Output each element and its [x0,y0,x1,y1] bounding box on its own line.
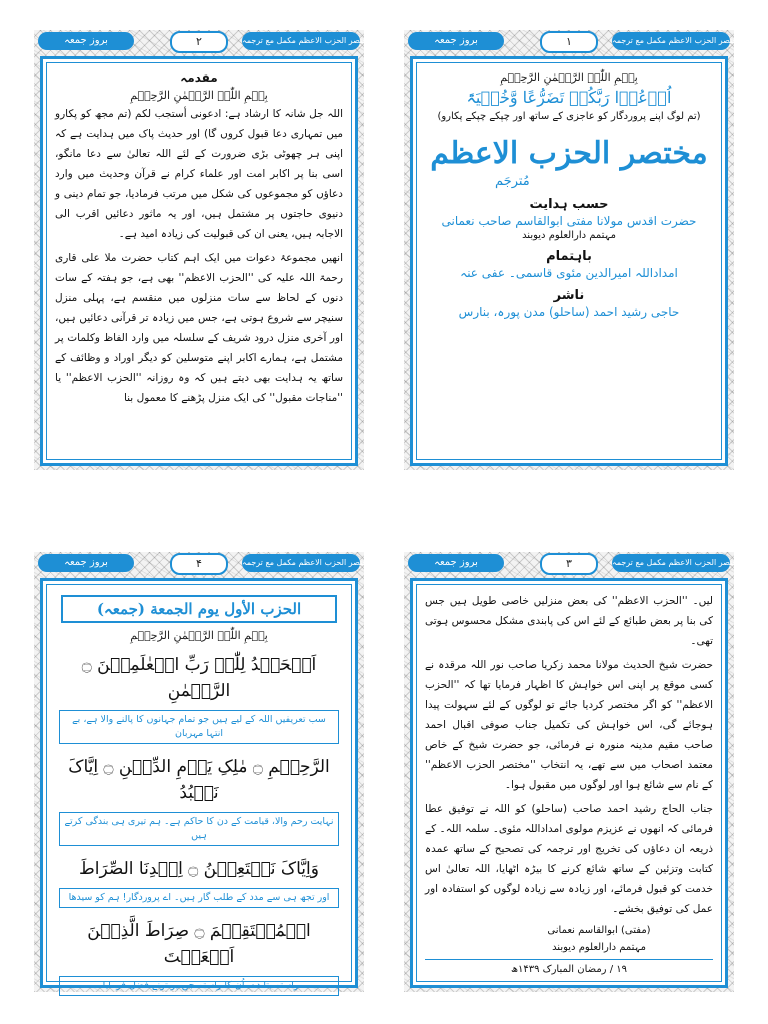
paragraph: لیں۔ ''الحزب الاعظم'' کی بعض منزلیں خاصی طویل ہیں جس کی بنا پر بعض طبائع کے لئے اس کی پابندی مشکل محسوس ہوتی تھی۔ [425,595,713,647]
ayah-line: اَلۡحَمۡدُ لِلّٰہِ رَبِّ الۡعٰلَمِیۡنَ ۝ الرَّحۡمٰنِ [81,655,317,701]
page-header [404,552,742,574]
book-tab: مختصر الحزب الاعظم مکمل مع ترجمہ [612,554,730,572]
page-number: ۱ [540,31,598,53]
book-tab: مختصر الحزب الاعظم مکمل مع ترجمہ [242,554,360,572]
ayah-translation: سب تعریفیں اللہ کے لیے ہیں جو تمام جہانوں کا پالنے والا ہے، بے انتہا مہربان [59,710,339,744]
ayah-line: وَاِیَّاکَ نَسۡتَعِیۡنُ ۝ اِہۡدِنَا الصِّرَاطَ [79,859,319,879]
basmala: بِسۡمِ اللّٰہِ الرَّحۡمٰنِ الرَّحِیۡمِ [130,89,268,102]
ayah-line: الرَّحِیۡمِ ۝ مٰلِکِ یَوۡمِ الدِّیۡنِ ۝ اِیَّاکَ نَعۡبُدُ [68,757,330,803]
page-header [404,30,742,52]
basmala: بِسۡمِ اللّٰہِ الرَّحۡمٰنِ الرَّحِیۡمِ [500,71,638,84]
book-tab: مختصر الحزب الاعظم مکمل مع ترجمہ [242,32,360,50]
page-number: ۳ [540,553,598,575]
page-content [416,584,722,982]
page-panel-2 [34,30,372,470]
management-name: امداداللہ امیرالدین مئوی قاسمی۔ عفی عنہ [460,266,678,280]
paragraph: اللہ جل شانہ کا ارشاد ہے: ادعونی أستجب لکم (تم مجھ کو پکارو میں تمہاری دعا قبول کروں گا) اور حدیث پاک میں ہدایت ہے کہ اپنی ہر چھوٹی بڑی ضرورت کے لئے اللہ تعالیٰ سے دعا مانگو، اسی بنا پر اکابر امت اور علماء کرام نے قرآن وحدیث میں وارد دعاؤں کو مجموعوں کی شکل میں مرتب فرمادیا، جو تمام دینی و دنیوی حاجتوں پر مشتمل ہیں، اور یہ ماثور دعائیں اقرب الی الاجابہ ہیں، یعنی ان کی قبولیت کی زیادہ امید ہے۔ [55,108,343,240]
guidance-role: مہتمم دارالعلوم دیوبند [522,230,616,241]
chapter-title: الحزب الأول يوم الجمعة (جمعہ) [61,595,337,623]
paragraph: انھیں مجموعۂ دعوات میں ایک اہم کتاب حضرت ملا علی قاری رحمۃ اللہ علیہ کی ''الحزب الاعظم'' بھی ہے، جو ہفتہ کے سات دنوں کے لحاظ سے سات منزلوں میں منقسم ہے، پہلی منزل سنیچر سے شروع ہوتی ہے، جس میں زیادہ تر قرآنی دعائیں ہیں، اور آخری منزل درود شریف کے سلسلہ میں وارد الفاظ وکلمات پر مشتمل ہے، ہمارے اکابر اپنے متوسلین کو دیگر اوراد و وظائف کے ساتھ یہ ہدایت بھی دیتے ہیں کہ وہ روزانہ ''الحزب الاعظم'' یا ''مناجات مقبول'' کی ایک منزل پڑھنے کا معمول بنا [55,252,343,404]
date-line: ۱۹ / رمضان المبارک ۱۴۳۹ھ [425,959,713,975]
page-frame [40,578,358,991]
page-panel-1 [404,30,742,470]
page-header [34,552,372,574]
page-frame [40,56,358,466]
page-panel-3 [404,552,742,992]
paragraph: حضرت شیخ الحدیث مولانا محمد زکریا صاحب نور اللہ مرقدہ نے کسی موقع پر اپنی اس خواہش کا اظہار فرمایا تھا کہ ''الحزب الاعظم'' کو اگر مختصر کردیا جائے تو لوگوں کے لئے سہولت پیدا ہوجائے گی، اس خواہش کی تکمیل جناب صوفی اقبال احمد صاحب مقیم مدینہ منورہ نے فرمائی، جو حضرت شیخ کے خاص معتمد اصحاب میں سے تھے، یہ انتخاب ''مختصر الحزب الاعظم'' کے نام سے شائع ہوا اور لوگوں میں مقبول ہوا۔ [425,659,713,791]
day-tab: بروز جمعہ [38,32,134,50]
book-subtitle: مُترجَم [495,174,530,189]
guidance-name: حضرت اقدس مولانا مفتی ابوالقاسم صاحب نعمانی [441,214,697,228]
day-tab: بروز جمعہ [408,554,504,572]
page-content [416,62,722,460]
page-number: ۴ [170,553,228,575]
page-panel-4 [34,552,372,992]
page-frame [410,56,728,466]
page-frame [410,578,728,988]
ayah-translation: اور تجھ ہی سے مدد کے طلب گار ہیں۔ اے پروردگار! ہم کو سیدھا [59,888,339,908]
quran-verse: اُدۡعُوۡا رَبَّکُمۡ تَضَرُّعًا وَّخُفۡیَۃً [466,88,672,107]
management-label: باہتمام [546,249,592,264]
publisher-label: ناشر [553,288,585,303]
ayah-line: الۡمُسۡتَقِیۡمَ ۝ صِرَاطَ الَّذِیۡنَ اَنۡعَمۡتَ [87,921,311,967]
page-header [34,30,372,52]
basmala: بِسۡمِ اللّٰہِ الرَّحۡمٰنِ الرَّحِیۡمِ [130,629,268,642]
guidance-label: حسب ہدایت [529,197,609,212]
book-title: مختصر الحزب الاعظم [430,136,708,171]
page-content [46,584,352,991]
page-heading: مقدمہ [180,71,218,85]
day-tab: بروز جمعہ [408,32,504,50]
book-tab: مختصر الحزب الاعظم مکمل مع ترجمہ [612,32,730,50]
page-content [46,62,352,460]
page-number: ۲ [170,31,228,53]
paragraph: جناب الحاج رشید احمد صاحب (ساحلو) کو اللہ نے توفیق عطا فرمائی کہ انھوں نے عزیزم مولوی امداداللہ مئوی۔ سلمہ اللہ۔ کے ذریعہ ان دعاؤں کی تخریج اور ترجمہ کی تصحیح کے ساتھ عمدہ کتابت وتزئین کے ساتھ شائع کرنے کا بیڑہ اٹھایا، اللہ تعالیٰ اس خدمت کو قبول فرمائے، اور زیادہ سے زیادہ لوگوں کو استفادہ اور عمل کی توفیق بخشے۔ [425,803,713,915]
publisher-name: حاجی رشید احمد (ساحلو) مدن پورہ، بنارس [458,305,680,319]
day-tab: بروز جمعہ [38,554,134,572]
verse-translation: (تم لوگ اپنے پروردگار کو عاجزی کے ساتھ اور چپکے چپکے پکارو) [437,111,701,122]
ayah-translation: راستہ بتا دے، اُن کا راستہ جن پر تونے فضل فرمایا، [59,976,339,996]
signature-role: مہتمم دارالعلوم دیوبند [552,942,646,953]
signature-name: (مفتی) ابوالقاسم نعمانی [547,925,651,936]
ayah-translation: نہایت رحم والا، قیامت کے دن کا حاکم ہے۔ ہم تیری ہی بندگی کرتے ہیں [59,812,339,846]
